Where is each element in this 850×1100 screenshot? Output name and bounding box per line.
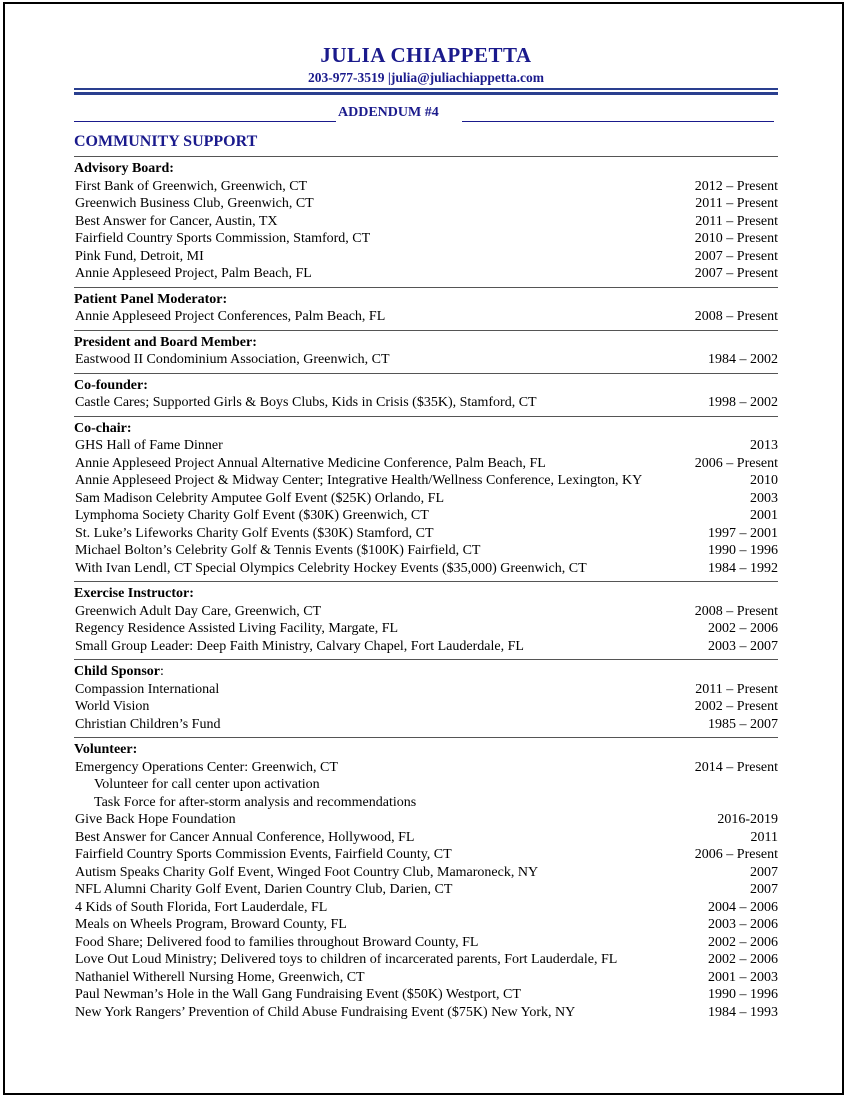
section-title: COMMUNITY SUPPORT	[74, 133, 258, 150]
entry-row	[74, 308, 778, 326]
entry-organization: Compassion International	[75, 681, 220, 697]
entry-organization: St. Luke’s Lifeworks Charity Golf Events ($30K) Stamford, CT	[75, 525, 434, 541]
group-heading-label: Patient Panel Moderator:	[74, 291, 228, 307]
entry-row	[74, 437, 778, 455]
entry-organization: Autism Speaks Charity Golf Event, Winged Foot Country Club, Mamaroneck, NY	[75, 864, 539, 880]
addendum-line-right	[462, 121, 774, 122]
entry-row	[74, 969, 778, 987]
entry-row	[74, 864, 778, 882]
entry-row	[74, 490, 778, 508]
entry-organization: GHS Hall of Fame Dinner	[75, 438, 223, 453]
entry-date: 1984 – 2002	[708, 352, 778, 367]
entry-organization: With Ivan Lendl, CT Special Olympics Celebrity Hockey Events ($35,000) Greenwich, CT	[75, 560, 587, 576]
entry-row	[74, 213, 778, 231]
entry-row	[74, 681, 778, 699]
activity-groups	[74, 156, 778, 1025]
entry-row	[74, 698, 778, 716]
entry-organization: Christian Children’s Fund	[75, 716, 221, 732]
entry-row	[74, 525, 778, 543]
entry-organization: Emergency Operations Center: Greenwich, CT	[75, 759, 338, 775]
activity-group	[74, 737, 778, 1025]
addendum-line-left	[74, 121, 336, 122]
entry-organization: Eastwood II Condominium Association, Greenwich, CT	[75, 352, 390, 367]
entry-organization: Best Answer for Cancer, Austin, TX	[75, 213, 278, 229]
entry-date: 2002 – 2006	[708, 621, 778, 636]
activity-group	[74, 287, 778, 330]
header-rule	[74, 88, 778, 91]
entry-row	[74, 560, 778, 578]
entry-date: 2001 – 2003	[708, 969, 778, 985]
entry-organization: NFL Alumni Charity Golf Event, Darien Country Club, Darien, CT	[75, 882, 453, 897]
entry-date: 1990 – 1996	[708, 987, 778, 1002]
group-heading-label: Child Sponsor	[74, 664, 160, 679]
entry-date: 1984 – 1992	[708, 560, 778, 576]
entry-organization: Task Force for after-storm analysis and recommendations	[94, 794, 417, 810]
candidate-name: JULIA CHIAPPETTA	[320, 43, 532, 67]
entry-row	[74, 829, 778, 847]
activity-group	[74, 659, 778, 737]
activity-group	[74, 416, 778, 582]
entry-row	[74, 542, 778, 560]
entry-date: 1998 – 2002	[708, 395, 778, 410]
entry-organization: Sam Madison Celebrity Amputee Golf Event ($25K) Orlando, FL	[75, 490, 444, 506]
entry-date: 2011	[750, 829, 778, 845]
addendum-label: ADDENDUM #4	[338, 105, 439, 120]
entry-date: 1990 – 1996	[708, 543, 778, 558]
group-heading-label: President and Board Member:	[74, 334, 257, 350]
entry-row	[74, 951, 778, 969]
entry-row	[74, 603, 778, 621]
group-heading	[74, 663, 778, 681]
entry-organization: Castle Cares; Supported Girls & Boys Clubs, Kids in Crisis ($35K), Stamford, CT	[75, 395, 537, 410]
entry-row	[74, 934, 778, 952]
entry-row	[74, 916, 778, 934]
entry-organization: Best Answer for Cancer Annual Conference, Hollywood, FL	[75, 829, 415, 845]
entry-row	[74, 846, 778, 864]
entry-date: 2002 – 2006	[708, 934, 778, 950]
entry-row	[74, 759, 778, 777]
entry-date: 2003 – 2007	[708, 638, 778, 654]
entry-date: 2011 – Present	[695, 196, 778, 211]
group-heading-label: Exercise Instructor:	[74, 586, 194, 601]
entry-row	[74, 620, 778, 638]
entry-date: 2012 – Present	[694, 178, 778, 194]
entry-organization: Michael Bolton’s Celebrity Golf & Tennis Events ($100K) Fairfield, CT	[75, 543, 481, 558]
entry-organization: Greenwich Adult Day Care, Greenwich, CT	[75, 603, 322, 619]
group-heading-suffix: :	[159, 664, 164, 679]
entry-date: 2010	[750, 473, 778, 488]
entry-date: 2006 – Present	[694, 455, 778, 471]
entry-date: 2002 – Present	[694, 699, 778, 714]
group-heading	[74, 291, 778, 309]
group-heading	[74, 585, 778, 603]
entry-date: 2003	[750, 490, 778, 506]
entry-organization: Pink Fund, Detroit, MI	[75, 248, 204, 264]
entry-date: 2003 – 2006	[708, 917, 778, 932]
entry-date: 1997 – 2001	[708, 525, 778, 541]
entry-organization: Annie Appleseed Project Conferences, Palm Beach, FL	[75, 309, 386, 324]
entry-date: 2011 – Present	[695, 681, 778, 697]
group-heading	[74, 334, 778, 352]
entry-row	[74, 455, 778, 473]
entry-row	[74, 1004, 778, 1022]
group-heading	[74, 420, 778, 438]
entry-organization: Regency Residence Assisted Living Facility, Margate, FL	[75, 621, 399, 636]
entry-organization: 4 Kids of South Florida, Fort Lauderdale, FL	[75, 899, 328, 915]
entry-date: 2004 – 2006	[708, 899, 778, 915]
entry-organization: First Bank of Greenwich, Greenwich, CT	[75, 178, 308, 194]
entry-row	[74, 507, 778, 525]
entry-date: 2013	[750, 438, 778, 453]
activity-group	[74, 373, 778, 416]
group-heading	[74, 741, 778, 759]
entry-organization: Annie Appleseed Project, Palm Beach, FL	[75, 266, 312, 281]
group-heading	[74, 160, 778, 178]
group-heading-label: Volunteer:	[74, 742, 138, 757]
entry-organization: Fairfield Country Sports Commission Events, Fairfield County, CT	[75, 847, 452, 862]
entry-organization: Meals on Wheels Program, Broward County, FL	[75, 917, 347, 932]
activity-group	[74, 330, 778, 373]
entry-organization: Fairfield Country Sports Commission, Stamford, CT	[75, 231, 371, 246]
group-heading	[74, 377, 778, 395]
entry-row	[74, 794, 778, 812]
entry-date: 2007 – Present	[694, 248, 778, 264]
entry-organization: Volunteer for call center upon activation	[94, 777, 320, 792]
group-heading-label: Advisory Board:	[74, 161, 174, 176]
entry-row	[74, 716, 778, 734]
entry-organization: Give Back Hope Foundation	[75, 812, 236, 827]
entry-row	[74, 881, 778, 899]
entry-row	[74, 351, 778, 369]
entry-date: 2008 – Present	[694, 603, 778, 619]
entry-row	[74, 195, 778, 213]
entry-row	[74, 472, 778, 490]
entry-date: 2006 – Present	[694, 847, 778, 862]
entry-date: 1985 – 2007	[708, 716, 778, 732]
entry-organization: World Vision	[75, 699, 150, 714]
entry-date: 2014 – Present	[694, 759, 778, 775]
entry-organization: Food Share; Delivered food to families throughout Broward County, FL	[75, 934, 479, 950]
entry-organization: New York Rangers’ Prevention of Child Abuse Fundraising Event ($75K) New York, NY	[75, 1004, 576, 1020]
entry-row	[74, 394, 778, 412]
entry-row	[74, 811, 778, 829]
entry-organization: Lymphoma Society Charity Golf Event ($30K) Greenwich, CT	[75, 508, 429, 523]
entry-row	[74, 230, 778, 248]
entry-organization: Annie Appleseed Project Annual Alternative Medicine Conference, Palm Beach, FL	[75, 455, 546, 471]
entry-row	[74, 178, 778, 196]
entry-organization: Paul Newman’s Hole in the Wall Gang Fundraising Event ($50K) Westport, CT	[75, 987, 521, 1002]
entry-date: 2007	[750, 882, 778, 897]
entry-date: 2010 – Present	[694, 231, 778, 246]
entry-row	[74, 248, 778, 266]
entry-date: 2007	[750, 864, 778, 880]
entry-date: 2008 – Present	[694, 309, 778, 324]
entry-row	[74, 638, 778, 656]
entry-date: 2002 – 2006	[708, 952, 778, 967]
contact-line: 203-977-3519 |julia@juliachiappetta.com	[307, 70, 545, 85]
entry-organization: Annie Appleseed Project & Midway Center; Integrative Health/Wellness Conference, Lexington, KY	[75, 473, 643, 488]
entry-row	[74, 986, 778, 1004]
entry-row	[74, 899, 778, 917]
entry-organization: Nathaniel Witherell Nursing Home, Greenwich, CT	[75, 969, 365, 985]
entry-date: 1984 – 1993	[708, 1004, 778, 1020]
entry-row	[74, 265, 778, 283]
entry-date: 2011 – Present	[695, 213, 778, 229]
group-heading-label: Co-chair:	[74, 420, 132, 436]
activity-group	[74, 156, 778, 287]
entry-row	[74, 776, 778, 794]
group-heading-label: Co-founder:	[74, 377, 148, 393]
entry-date: 2001	[750, 508, 778, 523]
addendum-heading	[74, 105, 778, 123]
entry-organization: Love Out Loud Ministry; Delivered toys to children of incarcerated parents, Fort Lauderdale, FL	[75, 952, 618, 967]
activity-group	[74, 581, 778, 659]
entry-organization: Small Group Leader: Deep Faith Ministry, Calvary Chapel, Fort Lauderdale, FL	[75, 638, 524, 654]
entry-date: 2016-2019	[717, 812, 778, 827]
entry-organization: Greenwich Business Club, Greenwich, CT	[75, 196, 314, 211]
entry-date: 2007 – Present	[694, 266, 778, 281]
